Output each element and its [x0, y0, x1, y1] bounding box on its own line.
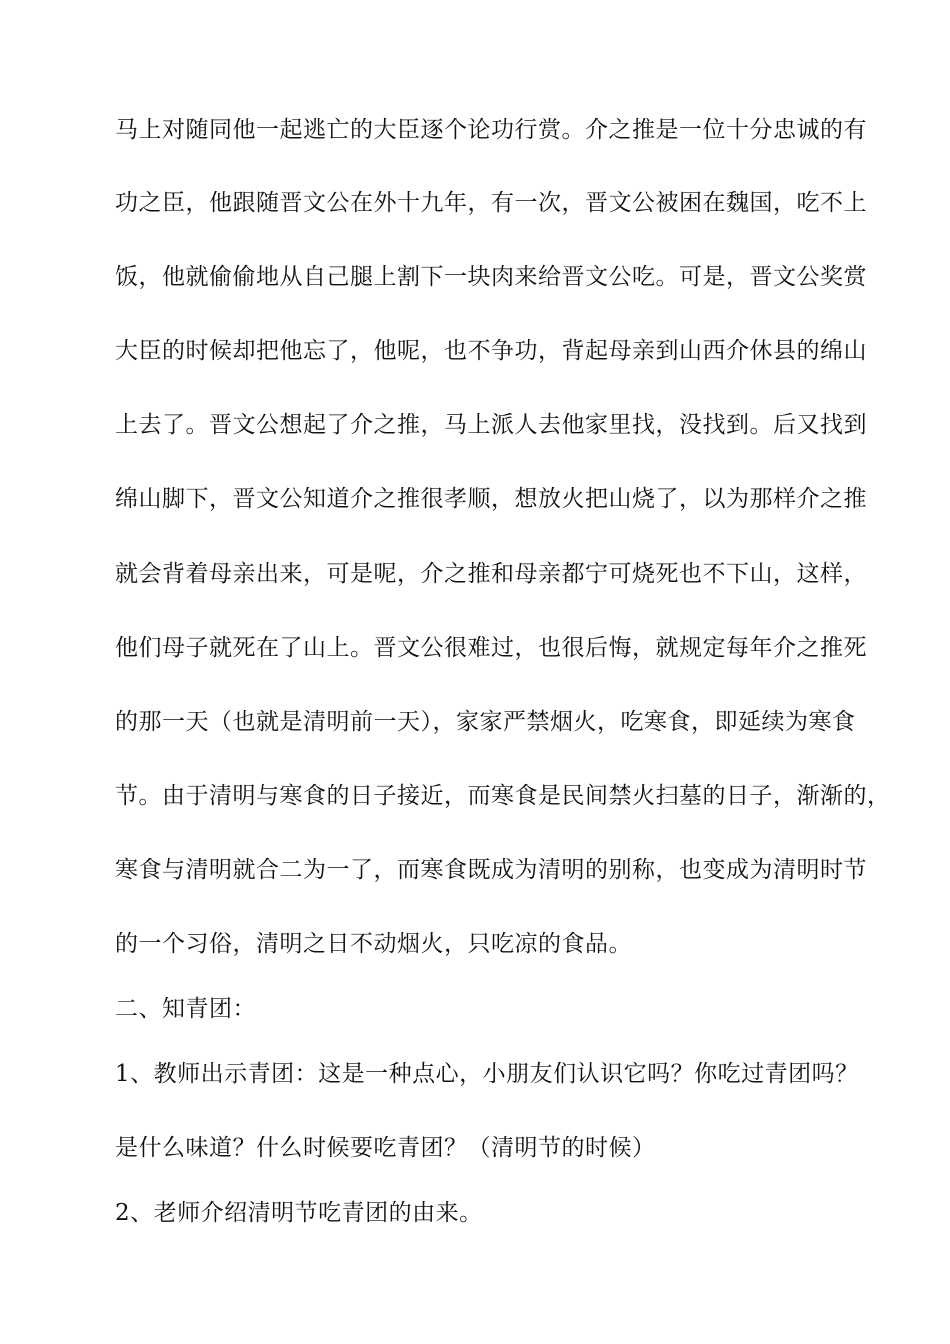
story-line-3: 饭，他就偷偷地从自己腿上割下一块肉来给晋文公吃。可是，晋文公奖赏 [115, 264, 867, 290]
story-line-9: 的那一天（也就是清明前一天），家家严禁烟火，吃寒食，即延续为寒食 [115, 709, 856, 735]
section-heading: 二、知青团： [115, 996, 256, 1022]
story-line-2: 功之臣，他跟随晋文公在外十九年，有一次，晋文公被困在魏国，吃不上 [115, 190, 867, 216]
story-line-11: 寒食与清明就合二为一了，而寒食既成为清明的别称，也变成为清明时节 [115, 857, 867, 883]
item-1-line-2: 是什么味道？什么时候要吃青团？（清明节的时候） [115, 1135, 656, 1161]
item-1-line-1: 1、教师出示青团：这是一种点心，小朋友们认识它吗？你吃过青团吗？ [115, 1061, 859, 1087]
story-line-10: 节。由于清明与寒食的日子接近，而寒食是民间禁火扫墓的日子，渐渐的， [115, 783, 891, 809]
story-line-4: 大臣的时候却把他忘了，他呢，也不争功，背起母亲到山西介休县的绵山 [115, 338, 867, 364]
story-line-8: 他们母子就死在了山上。晋文公很难过，也很后悔，就规定每年介之推死 [115, 635, 867, 661]
story-line-6: 绵山脚下，晋文公知道介之推很孝顺，想放火把山烧了，以为那样介之推 [115, 486, 867, 512]
story-line-7: 就会背着母亲出来，可是呢，介之推和母亲都宁可烧死也不下山，这样， [115, 561, 867, 587]
story-line-5: 上去了。晋文公想起了介之推，马上派人去他家里找，没找到。后又找到 [115, 412, 867, 438]
story-line-12: 的一个习俗，清明之日不动烟火，只吃凉的食品。 [115, 931, 632, 957]
item-2: 2、老师介绍清明节吃青团的由来。 [115, 1200, 483, 1226]
story-line-1: 马上对随同他一起逃亡的大臣逐个论功行赏。介之推是一位十分忠诚的有 [115, 117, 867, 143]
